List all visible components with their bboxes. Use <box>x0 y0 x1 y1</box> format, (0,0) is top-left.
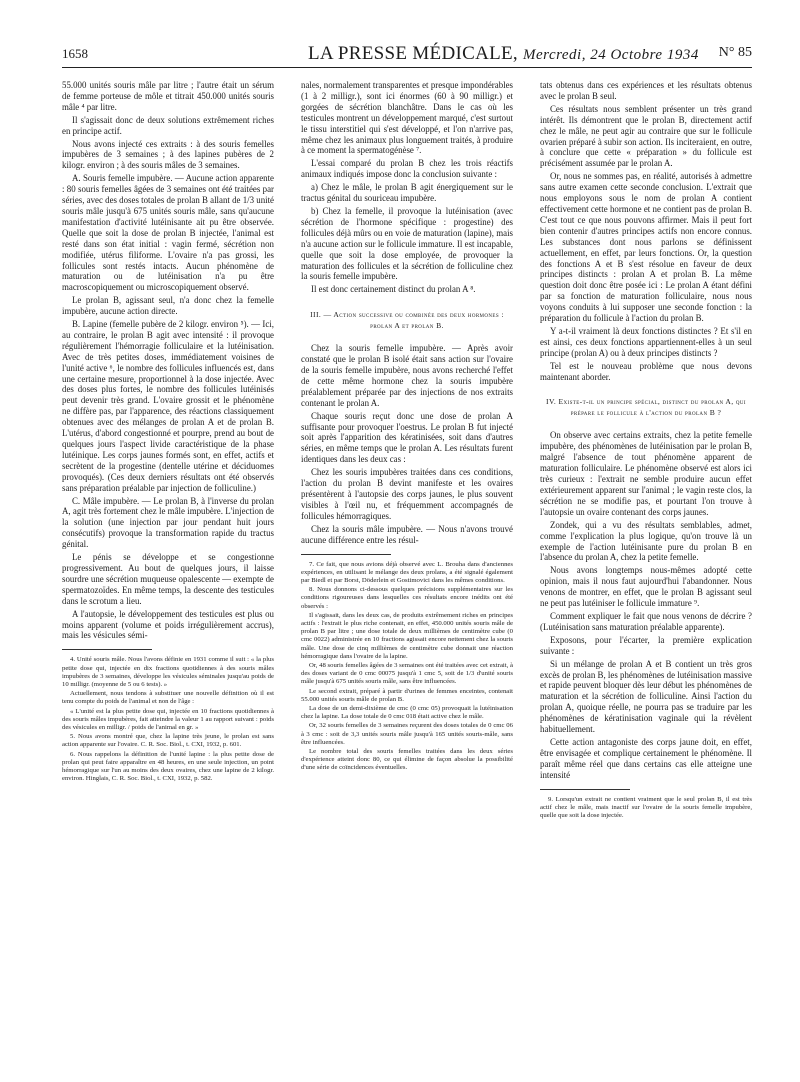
paragraph: A. Souris femelle impubère. — Aucune action apparente : 80 souris femelles âgées de 3 semaines ont été traitées par séries, avec des doses totales de prolan B allant de 1/3 unité souris mâle jusqu'à 675 unités souris mâle, sans qu'aucune manifestation d'activité lutéinisante ait pu être observée. Quelle que soit la dose de prolan B injectée, l'animal est resté dans son état initial : vagin fermé, sécrétion non modifiée, utérus filiforme. L'ovaire n'a pas grossi, les follicules sont restés intacts. Aucun phénomène de maturation ou de lutéinisation n'a pu être macroscopiquement ou microscopiquement observé. <box>62 173 274 293</box>
footnotes <box>540 796 752 821</box>
footnotes <box>62 656 274 783</box>
footnote-rule <box>540 789 630 790</box>
footnote: 7. Ce fait, que nous avions déjà observé avec L. Brouha dans d'anciennes expériences, en utilisant le mélange des deux prolans, a été signalé également par Biedl et par Borst, Döderlein et Gostimovici dans les mêmes conditions. <box>301 560 513 584</box>
paragraph: 55.000 unités souris mâle par litre ; l'autre était un sérum de femme porteuse de môle et titrait 450.000 unités souris mâle ⁴ par litre. <box>62 80 274 112</box>
paragraph: Nous avons longtemps nous-mêmes adopté cette opinion, mais il nous faut aujourd'hui l'abandonner. Nous venons de montrer, en effet, que le prolan B agissant seul ne peut pas lutéiniser le follicule immature ⁹. <box>540 565 752 609</box>
issue-number: N° 85 <box>718 45 752 60</box>
paragraph: Nous avons injecté ces extraits : à des souris femelles impubères de 3 semaines ; à des lapines pubères de 2 kilogr. environ ; à des souris mâles de 3 semaines. <box>62 138 274 171</box>
paragraph: Il est donc certainement distinct du prolan A ⁸. <box>311 284 476 295</box>
page-number: 1658 <box>62 46 88 61</box>
paragraph: Chez la souris femelle impubère. — Après avoir constaté que le prolan B isolé était sans action sur l'ovaire de la souris femelle impubère, nous avons recherché l'effet de cette même hormone chez la souris impubère préalablement préparée par des injections de nos extraits contenant le prolan A. <box>301 343 513 408</box>
paragraph: Chez la souris mâle impubère. — Nous n'avons trouvé aucune différence entre les résul- <box>301 523 513 545</box>
paragraph: Or, nous ne sommes pas, en réalité, autorisés à admettre sans autre examen cette seconde conclusion. L'extrait que nous employons sous le nom de prolan A contient effectivement cette hormone et ne contient pas de prolan B. C'est tout ce que nous pouvons affirmer. Mais il peut fort bien contenir d'autres principes actifs non encore connus. Les substances dont nous parlons se définissent actuellement, en effet, par leurs fonctions. Or, la question des fonctions A et B s'est résolue en faveur de deux principes distincts : prolan A et prolan B. La même question doit donc être posée ici : Le prolan A étant défini par sa fonction de maturation folliculaire, nous nous voyons conduits à lui supposer une seconde fonction : la préparation du follicule à l'action du prolan B. <box>540 171 752 324</box>
journal-name: LA PRESSE MÉDICALE, <box>308 43 518 64</box>
paragraph: a) Chez le mâle, le prolan B agit énergiquement sur le tractus génital du souriceau impubère. <box>301 182 513 204</box>
footnote: 4. Unité souris mâle. Nous l'avons définie en 1931 comme il suit : « la plus petite dose qui, injectée en dix fractions quotidiennes à des souris mâles impubères de 3 semaines, développe les vésicules séminales jusqu'au poids de 10 milligr. (moyenne de 5 ou 6 tests). » <box>62 656 274 688</box>
section-heading: IV. Existe-t-il un principe spécial, distinct du prolan A, qui prépare le follicule à l'action du prolan B ? <box>546 397 746 418</box>
paragraph: Y a-t-il vraiment là deux fonctions distinctes ? Et s'il en est ainsi, ces deux fonctions appartiennent-elles à un seul principe (prolan A) ou à deux principes distincts ? <box>540 325 752 358</box>
paragraph: B. Lapine (femelle pubère de 2 kilogr. environ ⁵). — Ici, au contraire, le prolan B agit avec intensité : il provoque régulièrement l'hémorragie folliculaire et la lutéinisation. Avec de très petites doses, immédiatement voisines de l'unité active ⁶, le nombre des follicules influencés est, dans une certaine mesure, proportionnel à la dose injectée. Avec des doses plus fortes, le nombre des follicules lutéinisés peut devenir très grand. L'ovaire grossit et le phénomène ne diffère pas, par l'apparence, des réactions classiquement obtenues avec des mélanges de prolan A et de prolan B. L'utérus, d'abord congestionné et pourpre, prend au bout de quelques jours l'aspect livide caractéristique de la phase lutéinique. Les corps jaunes formés sont, en effet, actifs et secrètent de la progestine (dentelle utérine et déciduomes provoqués). (Ces deux derniers résultats ont été observés sans préparation préalable par injection de folliculine.) <box>62 319 274 493</box>
column-1 <box>62 80 274 784</box>
header-rule <box>62 67 752 68</box>
paragraph: Exposons, pour l'écarter, la première explication suivante : <box>540 634 752 656</box>
paragraph: Chez les souris impubères traitées dans ces conditions, l'action du prolan B devint manifeste et les ovaires présentèrent à l'autopsie des corps jaunes, le plus souvent visibles à l'œil nu, et fréquemment accompagnés de follicules hémorragiques. <box>301 467 513 521</box>
column-3 <box>540 80 752 821</box>
footnote-rule <box>62 649 152 650</box>
paragraph: Tel est le nouveau problème que nous devons maintenant aborder. <box>540 360 752 382</box>
paragraph: Zondek, qui a vu des résultats semblables, admet, comme l'explication la plus logique, qu'on trouve là un exemple de l'action lutéinisante pure du prolan B en l'absence du prolan A, chez la petite femelle. <box>540 519 752 563</box>
paragraph: tats obtenus dans ces expériences et les résultats obtenus avec le prolan B seul. <box>540 80 752 101</box>
footnote: Or, 32 souris femelles de 3 semaines reçurent des doses totales de 0 cmc 06 à 3 cmc : soit de 3,3 unités souris mâle jusqu'à 165 unités souris-mâle, sans être influencées. <box>301 722 513 746</box>
page-header <box>62 43 752 66</box>
footnote: Actuellement, nous tendons à substituer une nouvelle définition où il est tenu compte du poids de l'animal et non de l'âge : <box>62 690 274 706</box>
column-2 <box>301 80 513 774</box>
footnote: 6. Nous rappelons la définition de l'unité lapine : la plus petite dose de prolan qui peut faire apparaître en 48 heures, en une seule injection, un point hémorragique sur l'un au moins des deux ovaires, chez une lapine de 2 kilogr. environ. Hinglais, C. R. Soc. Biol., t. CXI, 1932, p. 582. <box>62 750 274 783</box>
footnote-rule <box>301 554 391 555</box>
paragraph: Il s'agissait donc de deux solutions extrêmement riches en principe actif. <box>62 114 274 136</box>
paragraph: Comment expliquer le fait que nous venons de décrire ? (Lutéinisation sans maturation préalable apparente). <box>540 610 752 632</box>
issue-date: Mercredi, 24 Octobre 1934 <box>523 47 699 63</box>
paragraph: A l'autopsie, le développement des testicules est plus ou moins apparent (volume et poids irrégulièrement accrus), mais les vésicules sémi- <box>62 608 274 641</box>
paragraph: C. Mâle impubère. — Le prolan B, à l'inverse du prolan A, agit très fortement chez le mâle impubère. L'injection de la solution (une injection par jour pendant huit jours consécutifs) provoque la transformation rapide du tractus génital. <box>62 495 274 550</box>
paragraph: On observe avec certains extraits, chez la petite femelle impubère, des phénomènes de lutéinisation par le prolan B, malgré l'absence de tout phénomène apparent de maturation folliculaire. Le phénomène observé est alors ici très curieux : l'extrait ne semble produire aucun effet extérieurement apparent sur l'animal ; le vagin reste clos, la sécrétion ne se modifie pas, et pourtant l'on trouve à l'autopsie un ovaire contenant des corps jaunes. <box>540 430 752 517</box>
footnote: 5. Nous avons montré que, chez la lapine très jeune, le prolan est sans action apparente sur l'ovaire. C. R. Soc. Biol., t. CXI, 1932, p. 601. <box>62 733 274 749</box>
footnote: 8. Nous donnons ci-dessous quelques précisions supplémentaires sur les conditions rigoureuses dans lesquelles ces résultats encore inédits ont été observés : <box>301 586 513 610</box>
paragraph: Le pénis se développe et se congestionne progressivement. Au bout de quelques jours, il laisse sourdre une sécrétion muqueuse opalescente — exempte de spermatozoïdes. En même temps, la descente des testicules dans le scrotum a lieu. <box>62 552 274 606</box>
paragraph: Ces résultats nous semblent présenter un très grand intérêt. Ils démontrent que le prolan B, directement actif chez le mâle, ne peut agir au contraire que sur le follicule ovarien préparé à subir son action. Ils inciteraient, en outre, à conclure que cette « préparation » du follicule est précisément assumée par le prolan A. <box>540 103 752 169</box>
footnote: Or, 48 souris femelles âgées de 3 semaines ont été traitées avec cet extrait, à des doses variant de 0 cmc 00075 jusqu'à 1 cmc 5, soit de 1/3 d'unité souris mâle jusqu'à 675 unités souris mâle, sans être influencées. <box>301 661 513 686</box>
paragraph: Le prolan B, agissant seul, n'a donc chez la femelle impubère, aucune action directe. <box>62 295 274 317</box>
footnote: La dose de un demi-dixième de cmc (0 cmc 05) provoquait la lutéinisation chez la lapine. La dose totale de 0 cmc 018 était active chez le mâle. <box>301 704 513 721</box>
paragraph: L'essai comparé du prolan B chez les trois réactifs animaux indiqués impose donc la conclusion suivante : <box>301 158 513 180</box>
footnote: Le second extrait, préparé à partir d'urines de femmes enceintes, contenait 55.000 unités souris mâle de prolan B. <box>301 687 513 703</box>
footnote: Il s'agissait, dans les deux cas, de produits extrêmement riches en principes actifs : l'extrait le plus riche contenait, en effet, 450.000 unités souris mâle de prolan B par litre ; une dose totale de deux millièmes de centimètre cube (0 cmc 0022) administrée en 10 fractions agissait encore nettement chez la souris mâle. Une dose de cinq millièmes de centimètre cube donnait une réaction hémorragique dans l'ovaire de la lapine. <box>301 611 513 660</box>
footnote: « L'unité est la plus petite dose qui, injectée en 10 fractions quotidiennes à des souris mâles impubères, fait atteindre la valeur 1 au rapport suivant : poids des vésicules en milligr. / poids de l'animal en gr. » <box>62 707 274 731</box>
section-heading: III. — Action successive ou combinée des deux hormones : prolan A et prolan B. <box>310 310 504 331</box>
paragraph: nales, normalement transparentes et presque impondérables (1 à 2 milligr.), sont ici énormes (60 à 90 milligr.) et gorgées de sécrétion blanchâtre. Dans le cas où les testicules montrent un développement marqué, c'est surtout le tissu interstitiel qui s'est développé, et l'on n'arrive pas, même chez les animaux plus longuement traités, à produire à ce moment la spermatogénèse ⁷. <box>301 80 513 156</box>
footnotes <box>301 561 513 773</box>
footnote: 9. Lorsqu'un extrait ne contient vraiment que le seul prolan B, il est très actif chez le mâle, mais inactif sur l'ovaire de la souris femelle impubère, quelle que soit la dose injectée. <box>540 795 752 819</box>
footnote: Le nombre total des souris femelles traitées dans les deux séries d'expérience atteint donc 80, ce qui élimine de façon absolue la possibilité d'une série de coïncidences éventuelles. <box>301 748 513 772</box>
paragraph: Si un mélange de prolan A et B contient un très gros excès de prolan B, les phénomènes de lutéinisation massive et rapide peuvent bloquer dès leur début les phénomènes de maturation et la sécrétion de folliculine. Ainsi l'action du prolan A, quoique réelle, ne pourra pas se traduire par les phénomènes de kératinisation vaginale qui la révèlent habituellement. <box>540 658 752 735</box>
paragraph: Cette action antagoniste des corps jaune doit, en effet, être envisagée et complique certainement le phénomène. Il paraît même réel que dans certains cas elle atteigne une intensité <box>540 736 752 780</box>
paragraph: b) Chez la femelle, il provoque la lutéinisation (avec sécrétion de l'hormone spécifique : progestine) des follicules déjà mûrs ou en voie de maturation (lapine), mais n'a aucune action sur le follicule immature. Il est incapable, quelle que soit la dose employée, de provoquer la maturation des follicules et la sécrétion de folliculine chez la souris femelle impubère. <box>301 205 513 282</box>
paragraph: Chaque souris reçut donc une dose de prolan A suffisante pour provoquer l'oestrus. Le prolan B fut injecté soit après l'apparition des kératinisées, soit dans d'autres séries, en même temps que le prolan A. Les résultats furent identiques dans les deux cas : <box>301 410 513 465</box>
journal-title <box>308 43 699 65</box>
